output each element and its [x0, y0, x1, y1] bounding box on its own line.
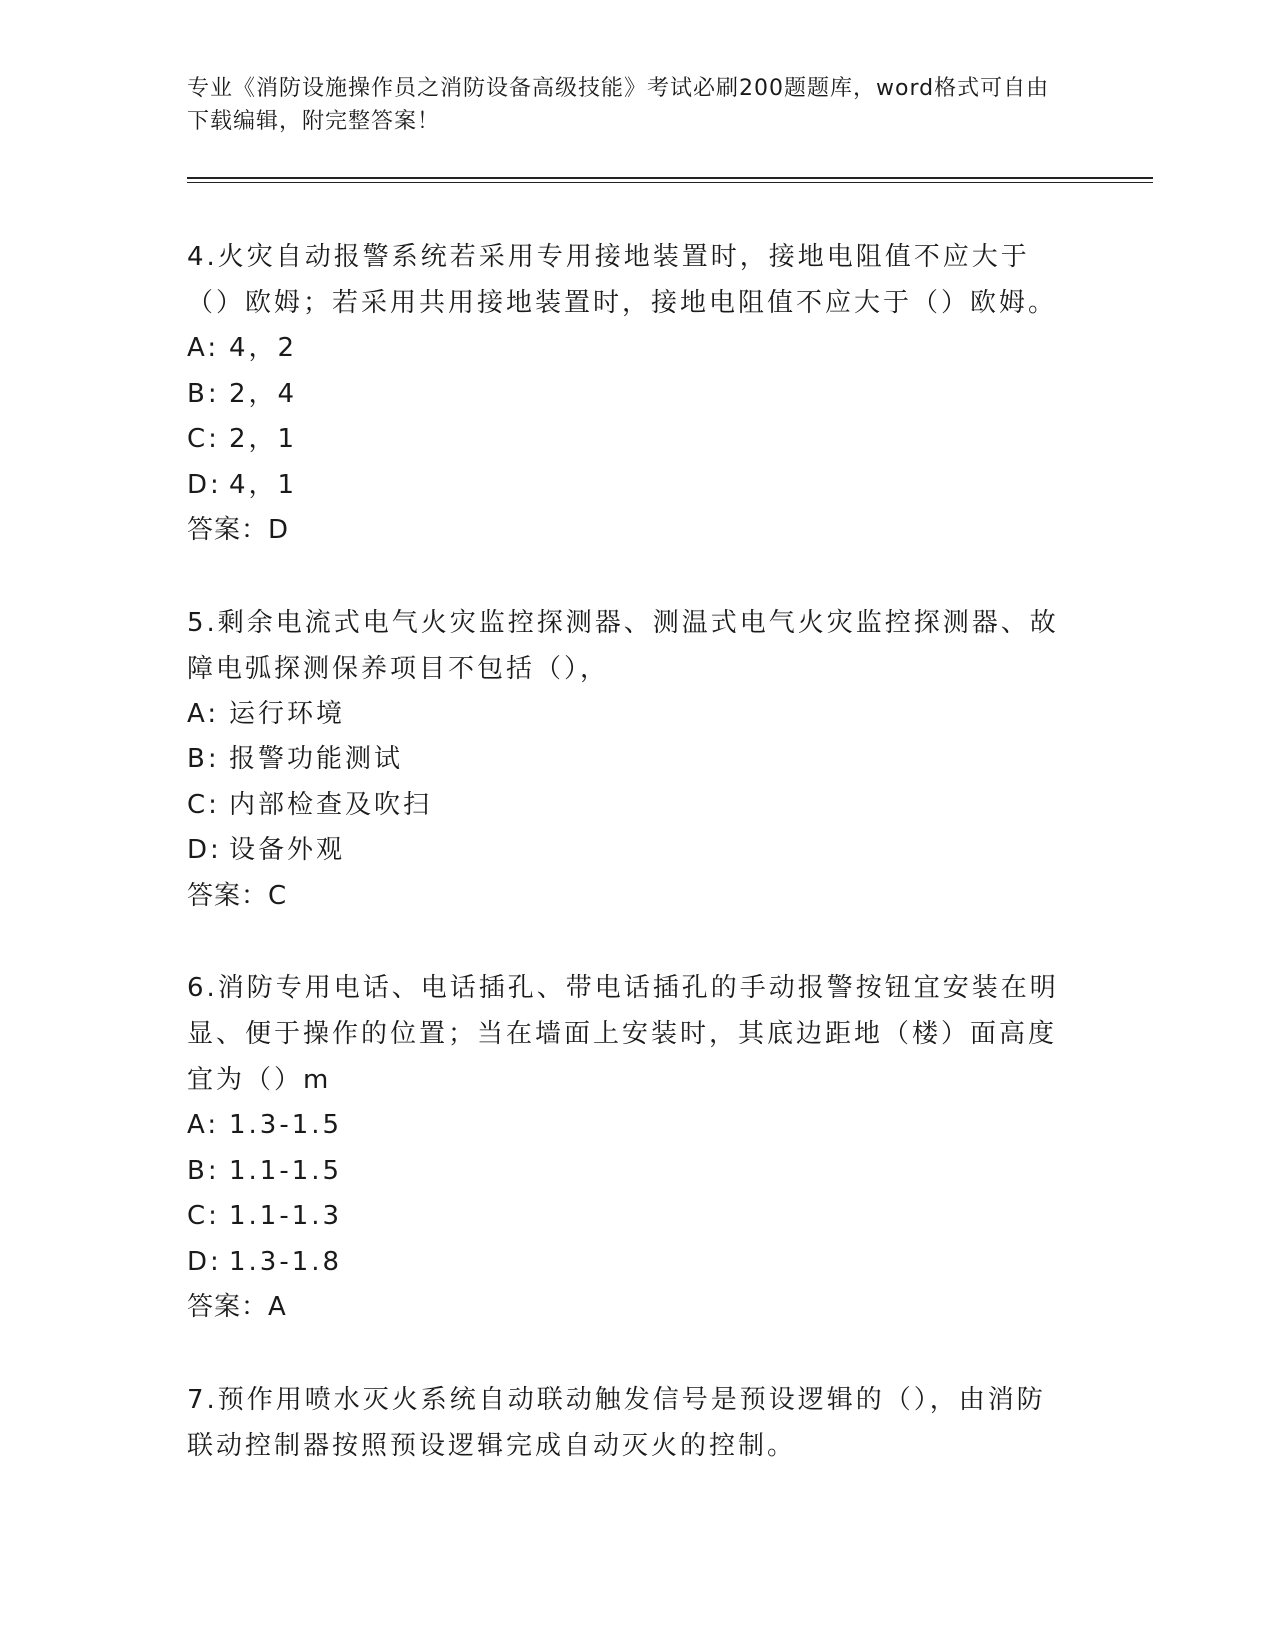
option-letter: B: — [187, 744, 220, 774]
option-text: 内部检查及吹扫 — [229, 789, 433, 820]
option-text: 1.3-1.8 — [229, 1246, 343, 1277]
question-text: 6.消防专用电话、电话插孔、带电话插孔的手动报警按钮宜安装在明显、便于操作的位置；当在墙面上安装时，其底边距地（楼）面高度宜为（）m — [187, 973, 1059, 1095]
option-text: 2，4 — [229, 378, 298, 409]
option-b — [187, 1149, 1067, 1195]
option-c — [187, 1194, 1067, 1240]
option-b — [187, 737, 1067, 783]
option-letter: C: — [187, 1201, 220, 1231]
option-c — [187, 417, 1067, 463]
question-6 — [187, 965, 1067, 1331]
answer-line: 答案：C — [187, 880, 288, 911]
option-b — [187, 372, 1067, 418]
option-text: 1.3-1.5 — [229, 1110, 343, 1140]
answer-line: 答案：D — [187, 515, 290, 545]
option-letter: A: — [187, 333, 220, 363]
question-text: 4.火灾自动报警系统若采用专用接地装置时，接地电阻值不应大于（）欧姆；若采用共用接地装置时，接地电阻值不应大于（）欧姆。 — [187, 242, 1058, 318]
question-5 — [187, 600, 1067, 920]
option-text: 4，1 — [229, 469, 298, 500]
header-divider-thick — [187, 177, 1153, 179]
option-letter: D: — [187, 1246, 222, 1277]
option-letter: C: — [187, 789, 220, 820]
question-text: 5.剩余电流式电气火灾监控探测器、测温式电气火灾监控探测器、故障电弧探测保养项目不包括（）， — [187, 607, 1059, 684]
option-text: 设备外观 — [229, 835, 346, 865]
option-d — [187, 828, 1067, 874]
option-text: 报警功能测试 — [229, 744, 404, 774]
option-text: 运行环境 — [229, 698, 346, 729]
option-letter: B: — [187, 1155, 220, 1186]
option-letter: A: — [187, 698, 220, 729]
option-text: 4，2 — [229, 333, 298, 363]
question-text: 7.预作用喷水灭火系统自动联动触发信号是预设逻辑的（），由消防联动控制器按照预设逻辑完成自动灭火的控制。 — [187, 1384, 1046, 1461]
option-text: 1.1-1.5 — [229, 1155, 343, 1186]
option-d — [187, 1240, 1067, 1286]
option-letter: D: — [187, 469, 222, 500]
option-c — [187, 783, 1067, 829]
question-list — [187, 234, 1067, 1515]
answer-line: 答案：A — [187, 1292, 287, 1322]
option-d — [187, 463, 1067, 509]
document-header: 专业《消防设施操作员之消防设备高级技能》考试必刷200题题库，word格式可自由下载编辑，附完整答案！ — [187, 76, 1050, 134]
option-letter: A: — [187, 1110, 220, 1140]
question-4 — [187, 234, 1067, 554]
option-letter: D: — [187, 835, 222, 865]
option-text: 2，1 — [229, 424, 298, 454]
option-text: 1.1-1.3 — [229, 1201, 343, 1231]
header-divider-thin — [187, 182, 1153, 183]
option-letter: B: — [187, 378, 220, 409]
option-a — [187, 326, 1067, 372]
option-letter: C: — [187, 424, 220, 454]
option-a — [187, 1103, 1067, 1149]
option-a — [187, 692, 1067, 738]
question-7 — [187, 1377, 1067, 1469]
